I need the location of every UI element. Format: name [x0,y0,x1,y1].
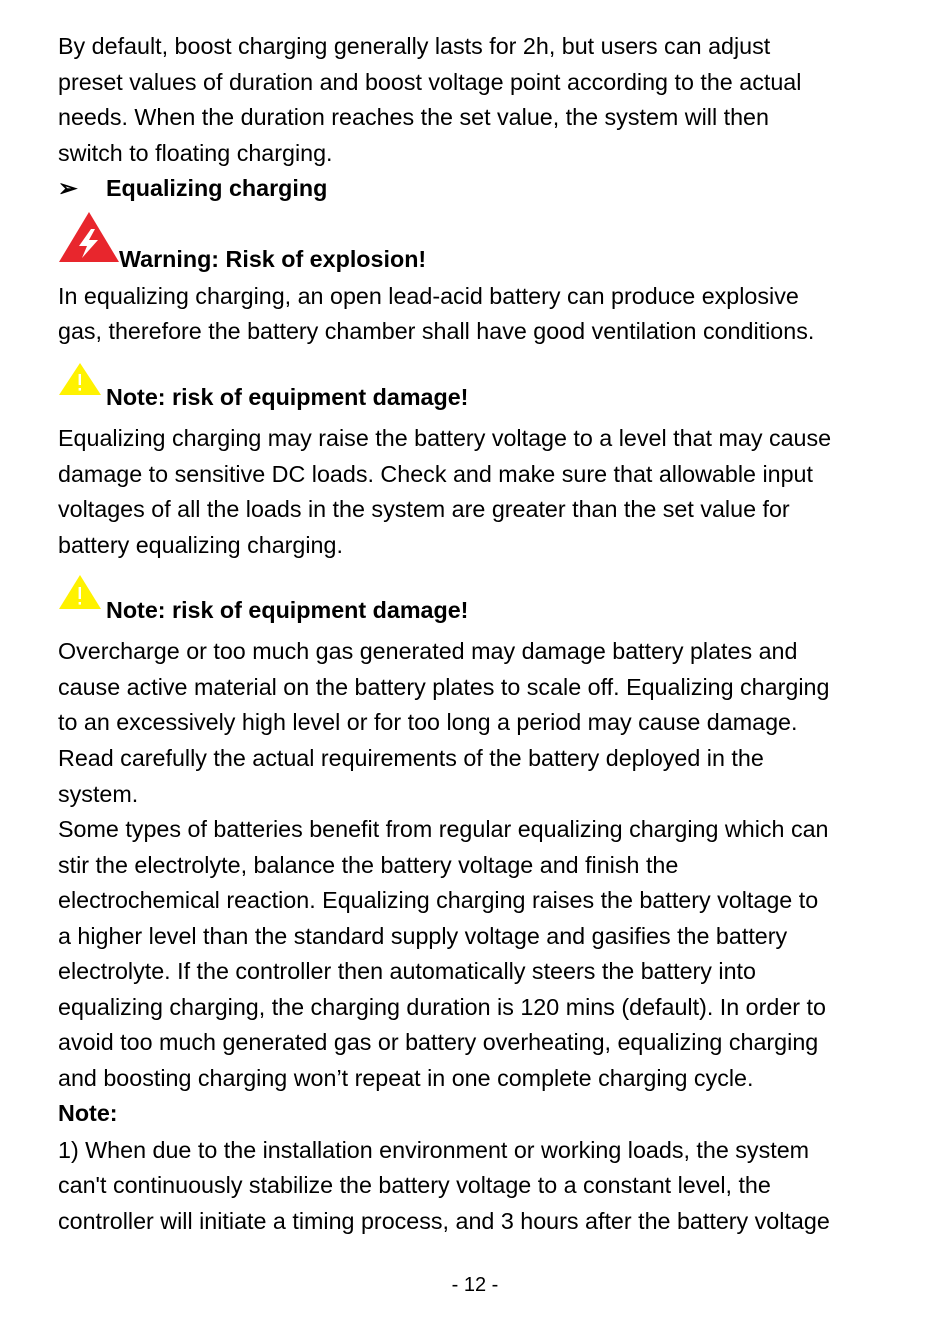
body-line: avoid too much generated gas or battery overheating, equalizing charging [58,1029,819,1055]
body-line: equalizing charging, the charging duration is 120 mins (default). In order to [58,994,826,1020]
body-line: electrochemical reaction. Equalizing charging raises the battery voltage to [58,887,819,913]
warning-title: Warning: Risk of explosion! [119,246,427,272]
page-number: - 12 - [451,1274,499,1296]
note-text-line: to an excessively high level or for too long a period may cause damage. [58,709,798,735]
note-text-line: system. [58,781,139,807]
warning-text-line: gas, therefore the battery chamber shall have good ventilation conditions. [58,318,815,344]
caution-triangle-icon [58,362,102,396]
intro-line: By default, boost charging generally lasts for 2h, but users can adjust [58,33,771,59]
note-text-line: voltages of all the loads in the system are greater than the set value for [58,496,790,522]
note-text-line: cause active material on the battery plates to scale off. Equalizing charging [58,674,830,700]
note-label: Note: [58,1100,118,1126]
section-bullet-icon: ➢ [58,175,78,201]
section-heading: Equalizing charging [106,175,328,201]
note-text-line: battery equalizing charging. [58,532,343,558]
explosion-warning-icon [58,211,120,263]
body-line: and boosting charging won’t repeat in one complete charging cycle. [58,1065,754,1091]
note-list-line: can't continuously stabilize the battery voltage to a constant level, the [58,1172,771,1198]
warning-text-line: In equalizing charging, an open lead-acid battery can produce explosive [58,283,799,309]
note-text-line: Overcharge or too much gas generated may damage battery plates and [58,638,798,664]
intro-line: needs. When the duration reaches the set value, the system will then [58,104,769,130]
body-line: a higher level than the standard supply voltage and gasifies the battery [58,923,788,949]
body-line: stir the electrolyte, balance the battery voltage and finish the [58,852,679,878]
body-line: electrolyte. If the controller then automatically steers the battery into [58,958,756,984]
note-text-line: damage to sensitive DC loads. Check and make sure that allowable input [58,461,813,487]
note-title: Note: risk of equipment damage! [106,384,469,410]
note-title: Note: risk of equipment damage! [106,597,469,623]
intro-line: preset values of duration and boost voltage point according to the actual [58,69,802,95]
note-list-line: 1) When due to the installation environment or working loads, the system [58,1137,810,1163]
caution-triangle-icon [58,574,102,610]
body-line: Some types of batteries benefit from regular equalizing charging which can [58,816,829,842]
note-list-line: controller will initiate a timing process, and 3 hours after the battery voltage [58,1208,830,1234]
intro-line: switch to floating charging. [58,140,333,166]
note-text-line: Read carefully the actual requirements of the battery deployed in the [58,745,764,771]
note-text-line: Equalizing charging may raise the battery voltage to a level that may cause [58,425,832,451]
